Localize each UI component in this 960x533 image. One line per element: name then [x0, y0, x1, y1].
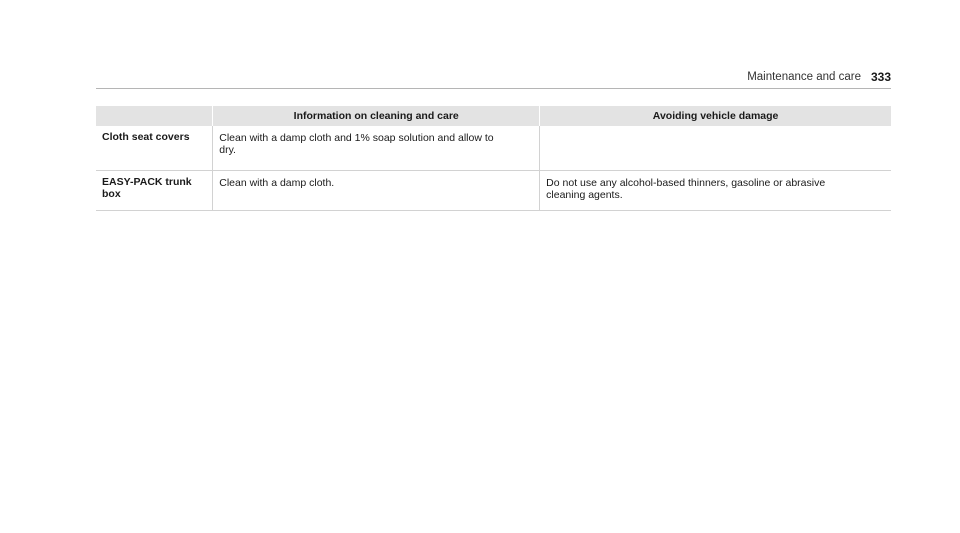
cleaning-care-table — [96, 106, 891, 211]
row-info-text: Clean with a damp cloth. — [213, 171, 540, 211]
row-avoid-text — [540, 126, 891, 171]
row-info-text: Clean with a damp cloth and 1% soap solution and allow to dry. — [213, 126, 540, 171]
column-header-avoid: Avoiding vehicle damage — [540, 106, 891, 126]
row-item-label: Cloth seat covers — [96, 126, 213, 171]
column-header-item — [96, 106, 213, 126]
table-row — [96, 171, 891, 211]
table-header-row — [96, 106, 891, 126]
table-row — [96, 126, 891, 171]
page-number: 333 — [870, 70, 891, 84]
row-avoid-text: Do not use any alcohol-based thinners, gasoline or abrasive cleaning agents. — [540, 171, 891, 211]
row-item-label: EASY-PACK trunk box — [96, 171, 213, 211]
section-title: Maintenance and care — [747, 71, 861, 83]
column-header-info: Information on cleaning and care — [213, 106, 540, 126]
page-header — [96, 70, 891, 89]
